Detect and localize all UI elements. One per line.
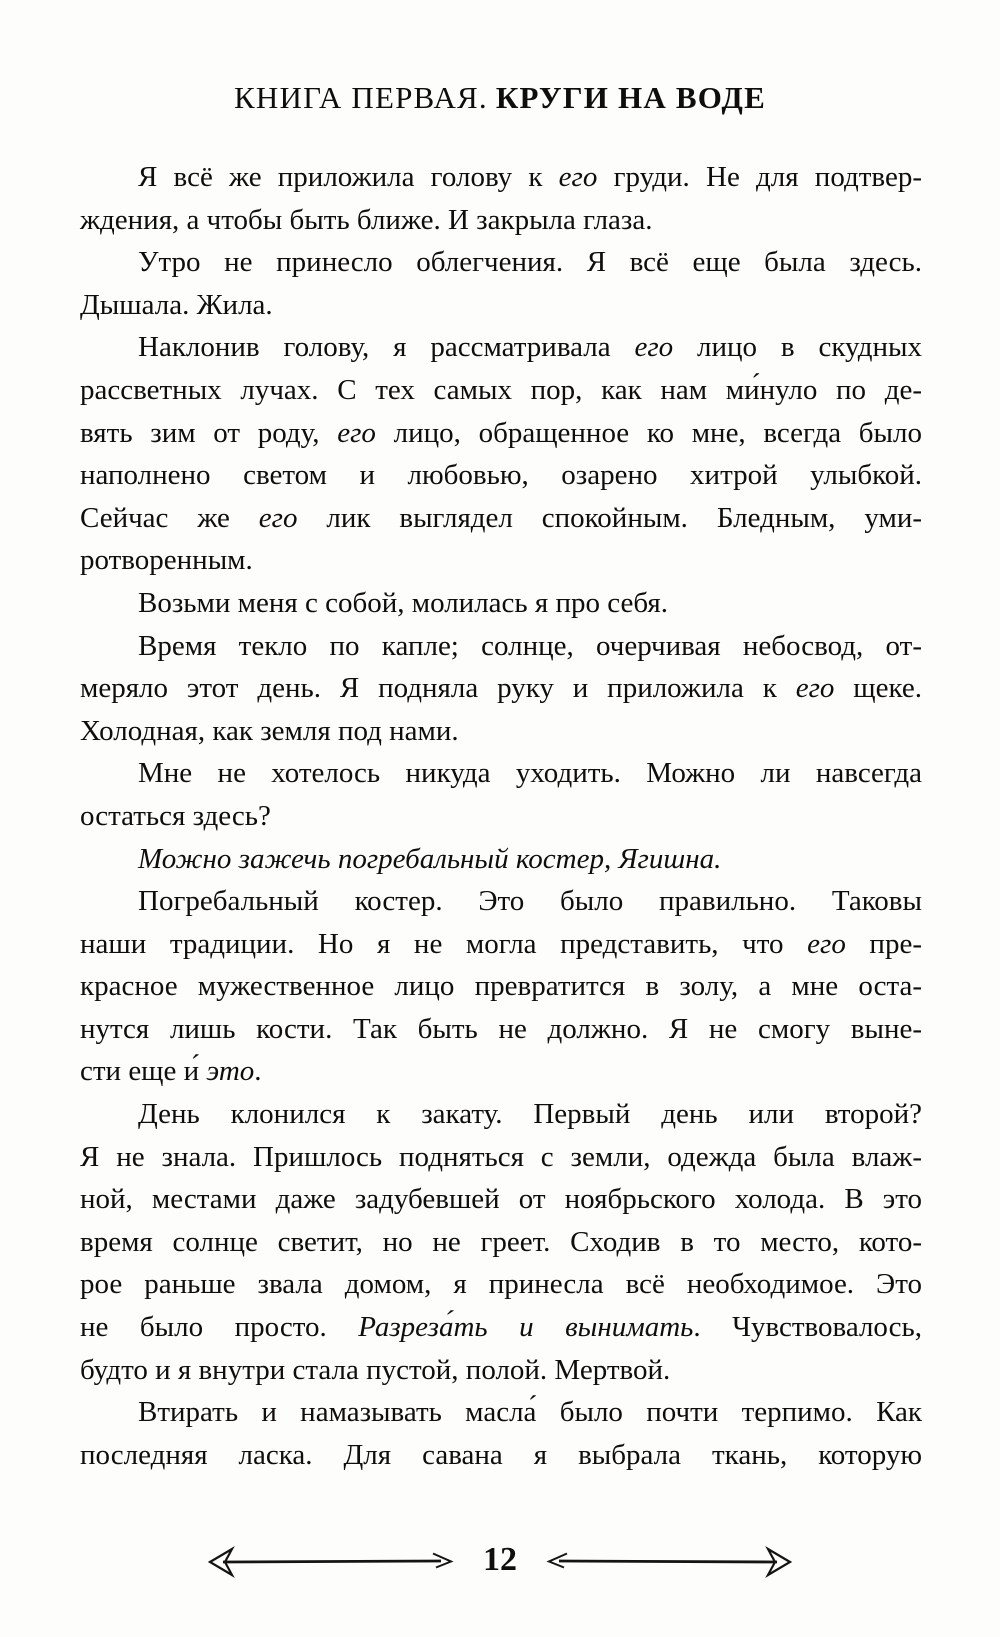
text-line [80, 284, 922, 327]
text-run: . [254, 1055, 262, 1088]
text-run: его [807, 927, 846, 960]
text-line [80, 667, 922, 710]
text-run: лицо, обращенное ко мне, всегда было [375, 416, 922, 449]
text-run: это [206, 1055, 255, 1088]
text-run: наши традиции. Но я не могла представить, что [80, 927, 808, 960]
text-run: Наклонив голову, я рассматривала [138, 331, 635, 364]
text-run: его [258, 501, 298, 534]
text-run: Я не знала. Пришлось подняться с земли, одежда была влаж- [80, 1140, 922, 1173]
text-line [80, 710, 922, 753]
text-run: рое раньше звала домом, я принесла всё необходимое. Это [80, 1268, 922, 1301]
text-run: наполнено светом и любовью, озарено хитрой улыбкой. [80, 459, 922, 492]
text-run: ждения, а чтобы быть ближе. И закрыла глаза. [80, 203, 653, 236]
text-run: Мне не хотелось никуда уходить. Можно ли навсегда [138, 757, 922, 790]
text-line [80, 539, 922, 582]
text-run: Можно зажечь погребальный костер, Ягишна. [138, 842, 722, 875]
footer-right-arrow-ornament-icon [543, 1542, 795, 1582]
text-run: Возьми меня с собой, молилась я про себя. [138, 586, 668, 619]
text-run: Я всё же приложила голову к [138, 161, 559, 193]
text-run: Холодная, как земля под нами. [80, 714, 459, 747]
text-run: остаться здесь? [80, 799, 271, 832]
paragraph [80, 582, 922, 625]
chapter-title-name-part: КРУГИ НА ВОДЕ [495, 80, 766, 115]
text-run: сти еще и́ [80, 1055, 207, 1088]
text-line [80, 454, 922, 497]
text-line [80, 795, 922, 838]
text-run: День клонился к закату. Первый день или второй? [138, 1098, 922, 1131]
text-run: Время текло по капле; солнце, очерчивая небосвод, от- [138, 629, 922, 662]
paragraph [80, 1093, 922, 1391]
text-run: груди. Не для подтвер- [597, 161, 922, 193]
text-run: время солнце светит, но не греет. Сходив в то место, кото- [80, 1225, 922, 1258]
chapter-title-book-part: КНИГА ПЕРВАЯ. [234, 80, 488, 115]
text-run: будто и я внутри стала пустой, полой. Мертвой. [80, 1353, 671, 1386]
text-run: нутся лишь кости. Так быть не должно. Я не смогу выне- [80, 1012, 922, 1045]
text-line [80, 369, 922, 412]
text-run: Дышала. Жила. [80, 288, 273, 321]
text-run: его [337, 416, 376, 449]
paragraph [80, 880, 922, 1093]
text-run: вять зим от роду, [80, 416, 338, 449]
text-run: пре- [845, 927, 922, 960]
paragraph [80, 752, 922, 837]
text-line [80, 1349, 922, 1392]
text-line [80, 838, 922, 881]
text-run: Разреза́ть и вынимать [358, 1311, 694, 1344]
text-line [80, 1008, 922, 1051]
text-line [80, 880, 922, 923]
text-line [80, 497, 922, 540]
text-line [80, 582, 922, 625]
text-line [80, 1221, 922, 1264]
text-run: его [634, 331, 674, 364]
page-number: 12 [483, 1541, 517, 1578]
text-line [80, 1434, 922, 1477]
text-line [80, 326, 922, 369]
text-run: рассветных лучах. С тех самых пор, как нам ми́нуло по де- [80, 373, 922, 406]
text-line [80, 199, 922, 242]
text-line [80, 241, 922, 284]
text-line [80, 965, 922, 1008]
text-line [80, 1391, 922, 1434]
text-run: Погребальный костер. Это было правильно. Таковы [138, 885, 922, 918]
paragraph [80, 326, 922, 582]
paragraph [80, 241, 922, 326]
text-line [80, 1050, 922, 1093]
text-run: красное мужественное лицо превратится в золу, а мне оста- [80, 970, 922, 1003]
text-line [80, 625, 922, 668]
text-run: Утро не принесло облегчения. Я всё еще была здесь. [138, 246, 922, 279]
chapter-title [0, 80, 1000, 116]
text-line [80, 1263, 922, 1306]
text-run: щеке. [834, 672, 922, 705]
page-footer [0, 1542, 1000, 1582]
text-run: не было просто. [80, 1311, 359, 1344]
text-run: ротворенным. [80, 544, 253, 577]
text-run: Сейчас же [80, 501, 259, 534]
text-run: лик выглядел спокойным. Бледным, уми- [297, 501, 922, 534]
text-run: его [558, 161, 598, 193]
text-run: . Чувствовалось, [693, 1311, 922, 1344]
text-line [80, 412, 922, 455]
text-run: его [795, 672, 835, 705]
text-line [80, 1178, 922, 1221]
text-run: ной, местами даже задубевшей от ноябрьского холода. В это [80, 1183, 922, 1216]
text-run: меряло этот день. Я подняла руку и приложила к [80, 672, 796, 705]
text-line [80, 1093, 922, 1136]
text-run: Втирать и намазывать масла́ было почти терпимо. Как [138, 1396, 922, 1429]
text-run: лицо в скудных [673, 331, 922, 364]
text-line [80, 156, 922, 199]
paragraph [80, 625, 922, 753]
text-line [80, 1136, 922, 1179]
paragraph [80, 156, 922, 241]
paragraph [80, 838, 922, 881]
page-text [80, 156, 922, 1476]
footer-left-arrow-ornament-icon [205, 1542, 457, 1582]
text-line [80, 752, 922, 795]
text-run: последняя ласка. Для савана я выбрала ткань, которую [80, 1438, 922, 1471]
text-line [80, 923, 922, 966]
text-line [80, 1306, 922, 1349]
paragraph [80, 1391, 922, 1476]
